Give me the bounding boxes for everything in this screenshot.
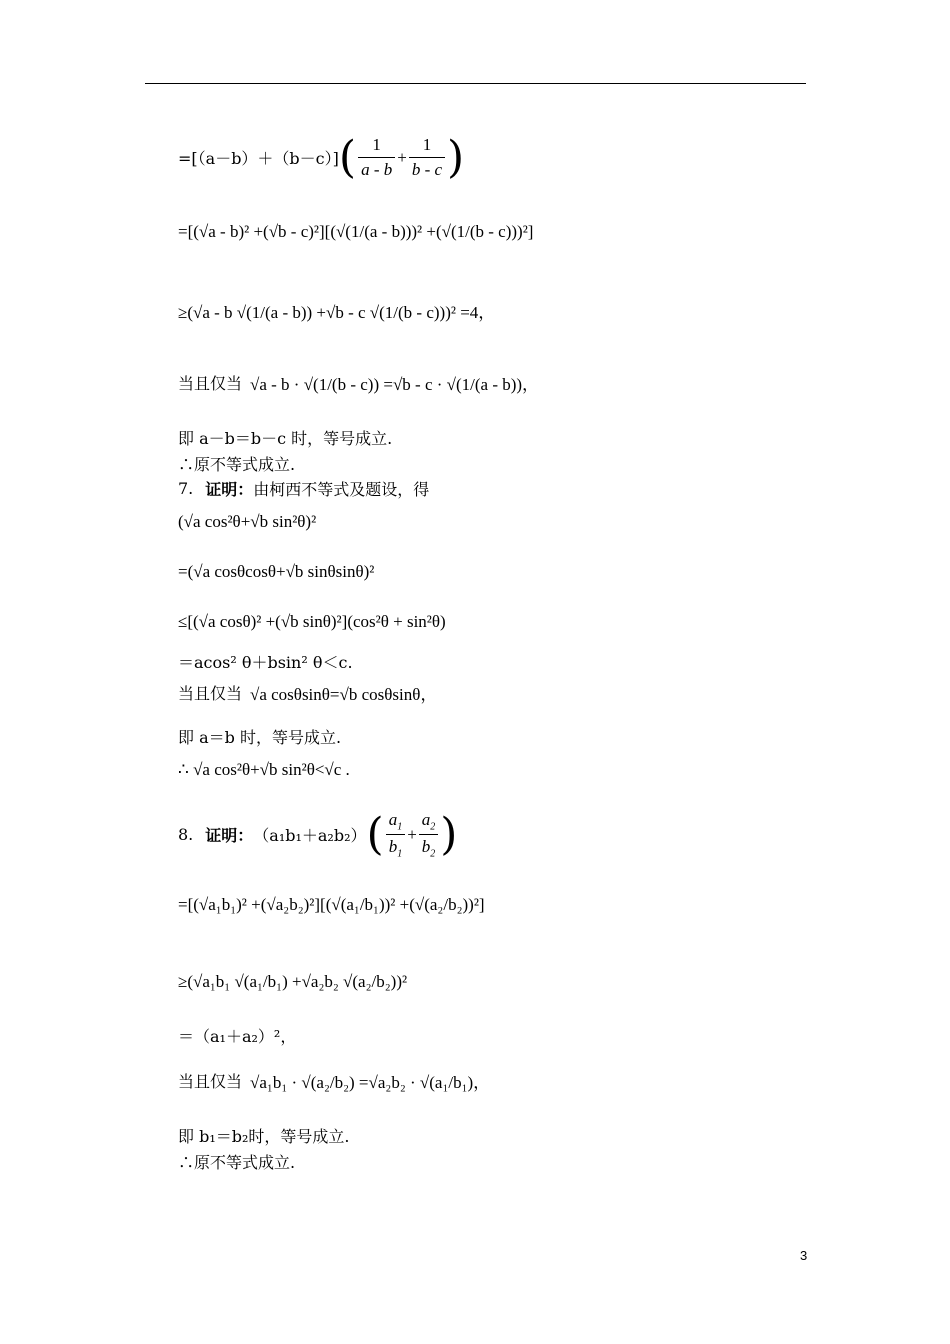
equation-line-3 <box>178 298 495 323</box>
statement-text: 由柯西不等式及题设，得 <box>253 480 430 499</box>
expression-text: =(√a cosθcosθ+√b sinθsinθ)² <box>178 562 375 581</box>
proof-label: 证明： <box>205 826 254 846</box>
left-paren: ( <box>366 808 384 860</box>
p7-line-1 <box>178 512 316 532</box>
expression-text: =[(√a₁b₁)² +(√a₂b₂)²][(√(a₁/b₁))² +(√(a₂/b₂))²] <box>178 895 485 914</box>
equation-line-1 <box>178 131 465 183</box>
conclusion-text: ∴原不等式成立. <box>178 455 296 474</box>
expression-text: √a₁b₁ · √(a₂/b₂) =√a₂b₂ · √(a₁/b₁)， <box>250 1073 491 1092</box>
text-line-5 <box>178 426 392 449</box>
page-number: 3 <box>800 1248 808 1263</box>
expression-text: ＝（a₁＋a₂）²， <box>178 1027 297 1046</box>
right-paren: ) <box>440 808 458 860</box>
fraction <box>358 135 395 180</box>
left-paren: ( <box>338 131 357 183</box>
problem-number: 8. <box>178 825 194 845</box>
p8-line-2 <box>178 895 485 915</box>
expression-text: ≥(√a₁b₁ √(a₁/b₁) +√a₂b₂ √(a₂/b₂))² <box>178 972 408 991</box>
condition-label: 当且仅当 <box>178 1072 243 1091</box>
p8-line-5 <box>178 1068 490 1093</box>
problem-7-header <box>178 477 429 500</box>
denominator: a - b <box>358 157 395 180</box>
statement-text: 即 b₁＝b₂时，等号成立. <box>178 1127 350 1146</box>
expression-text: =[（a－b）＋（b－c）] <box>178 149 339 168</box>
text-line-6 <box>178 452 295 475</box>
expression-text: √a cosθsinθ=√b cosθsinθ， <box>250 685 438 704</box>
conclusion-text: ∴ √a cos²θ+√b sin²θ<√c . <box>178 760 350 779</box>
expression-text: ＝acos² θ＋bsin² θ＜c. <box>178 653 353 672</box>
p7-line-7 <box>178 760 350 780</box>
numerator: 1 <box>422 135 432 154</box>
numerator: 1 <box>372 135 381 154</box>
condition-label: 当且仅当 <box>178 374 243 393</box>
p8-line-3 <box>178 972 407 992</box>
numerator: $a_2$ <box>421 810 436 833</box>
equation-line-2 <box>178 222 533 242</box>
numerator: $a_1$ <box>388 810 403 833</box>
fraction <box>409 135 445 180</box>
p7-line-3 <box>178 612 446 632</box>
expression-text: =[(√a - b)² +(√b - c)²][(√(1/(a - b)))² +(√(1/(b - c)))²] <box>178 222 534 241</box>
equation-line-4 <box>178 370 539 395</box>
p7-line-5 <box>178 680 437 705</box>
expression-text: ≤[(√a cosθ)² +(√b sinθ)²](cos²θ + sin²θ) <box>178 612 446 631</box>
p7-line-2 <box>178 562 374 582</box>
conclusion-text: ∴原不等式成立. <box>178 1153 296 1172</box>
denominator: $b_1$ <box>386 834 406 859</box>
p7-line-4 <box>178 650 353 673</box>
p8-line-7 <box>178 1150 295 1173</box>
denominator: $b_2$ <box>419 834 439 859</box>
p8-line-6 <box>178 1124 350 1147</box>
denominator: b - c <box>409 157 445 180</box>
header-rule <box>145 83 806 84</box>
plus-sign: + <box>407 824 417 844</box>
statement-text: 即 a＝b 时，等号成立. <box>178 728 342 747</box>
statement-text: 即 a－b＝b－c 时，等号成立. <box>178 429 393 448</box>
proof-label: 证明： <box>205 480 254 499</box>
expression-text: （a₁b₁＋a₂b₂） <box>253 826 367 846</box>
right-paren: ) <box>447 131 465 183</box>
plus-sign: + <box>397 147 407 167</box>
fraction <box>419 810 439 860</box>
p8-line-4 <box>178 1024 296 1047</box>
expression-text: ≥(√a - b √(1/(a - b)) +√b - c √(1/(b - c)))² =4， <box>178 303 496 322</box>
condition-label: 当且仅当 <box>178 684 243 703</box>
problem-8-header <box>178 810 457 860</box>
p7-line-6 <box>178 725 341 748</box>
problem-number: 7. <box>178 479 194 498</box>
expression-text: √a - b · √(1/(b - c)) =√b - c · √(1/(a - b))， <box>250 375 540 394</box>
fraction <box>386 810 406 860</box>
expression-text: (√a cos²θ+√b sin²θ)² <box>178 512 317 531</box>
